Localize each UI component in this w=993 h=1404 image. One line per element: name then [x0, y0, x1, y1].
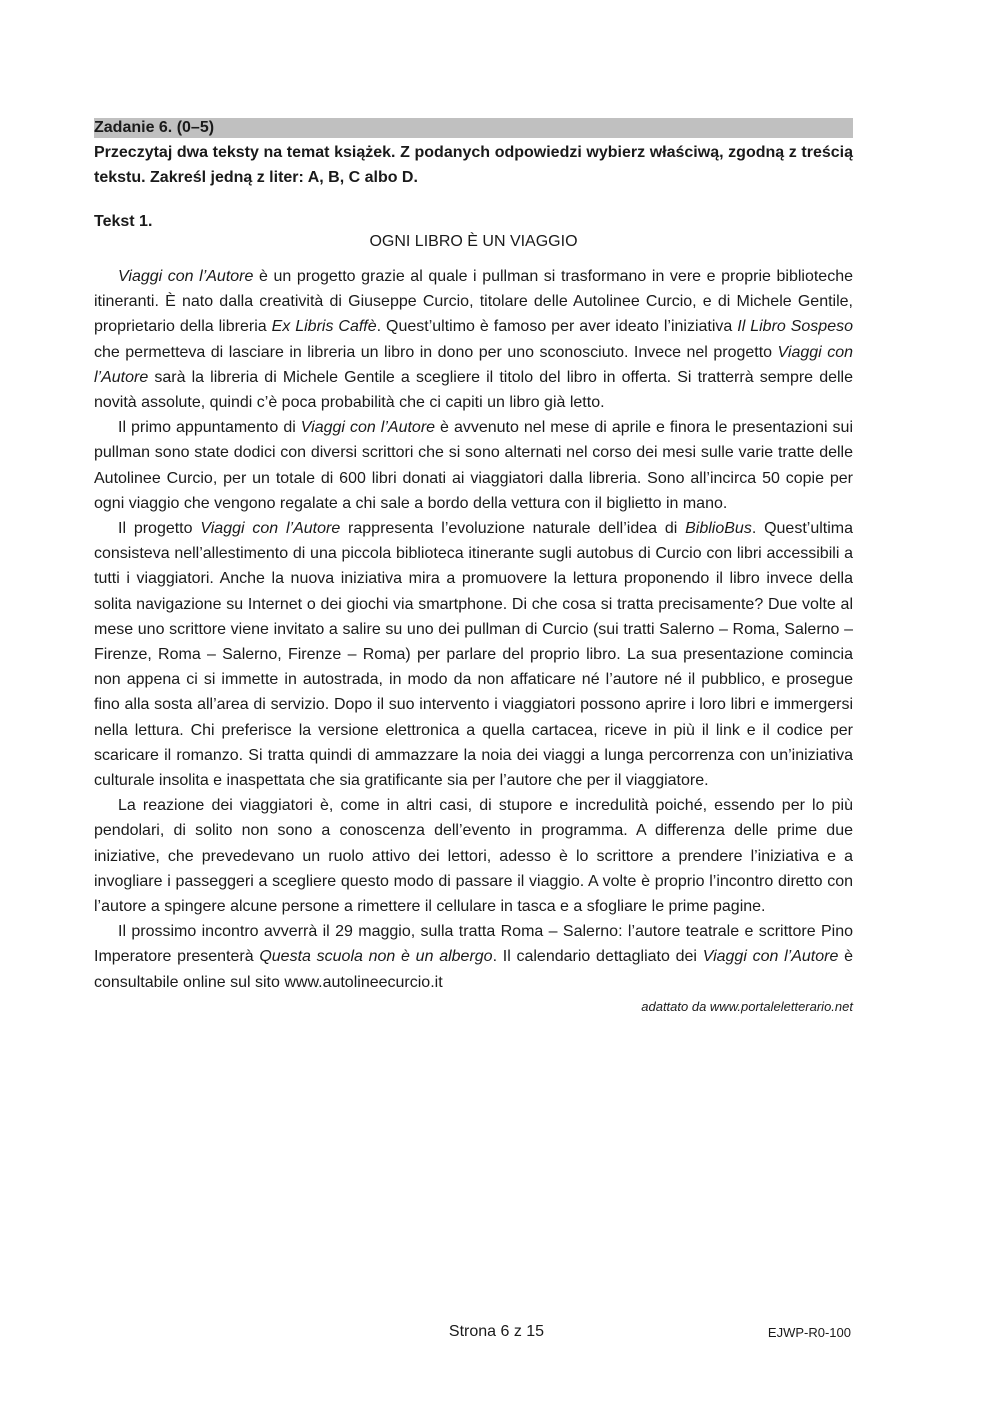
text-run: . Quest’ultima consisteva nell’allestimento di una piccola biblioteca itinerante sugli autobus di Curcio con libri accessibili a tutti i viaggiatori. Anche la nuova iniziativa mira a promuovere la lettura proponendo il libro invece della solita navigazione su Internet o dei giochi via smartphone. Di che cosa si tratta precisamente? Due volte al mese uno scrittore viene invitato a salire su uno dei pullman di Curcio (sui tratti Salerno – Roma, Salerno – Firenze, Roma – Salerno, Firenze – Roma) per parlare del proprio libro. La sua presentazione comincia non appena ci si immette in autostrada, in modo da non affaticare né l’autore né il pubblico, e prosegue fino alla sosta all’area di servizio. Dopo il suo intervento i viaggiatori possono aprire i loro libri e immergersi nella lettura. Chi preferisce la versione elettronica a quella cartacea, riceve in più il link e il codice per scaricare il romanzo. Si tratta quindi di ammazzare la noia dei viaggi a lunga percorrenza con un’iniziativa culturale insolita e inaspettata che sia gratificante sia per l’autore che per il viaggiatore. [94, 520, 854, 790]
document-code: EJWP-R0-100 [767, 1325, 851, 1340]
paragraph-3 [94, 516, 853, 793]
text-run: è un progetto grazie al quale i pullman si trasformano in vere e proprie biblioteche itineranti. È nato dalla creatività di Giuseppe Curcio, titolare delle Autolinee Curcio, e di Michele Gentile, proprietario della libreria [94, 268, 854, 336]
article-body [94, 264, 853, 995]
italic-title: Questa scuola non è un albergo [259, 948, 493, 966]
text-run: Il progetto [118, 520, 201, 538]
source-citation: adattato da www.portaleletterario.net [641, 998, 853, 1014]
text-run: La reazione dei viaggiatori è, come in altri casi, di stupore e incredulità poiché, essendo per lo più pendolari, di solito non sono a conoscenza dell’evento in programma. A differenza delle prime due iniziative, che prevedevano un ruolo attivo dei lettori, adesso è lo scrittore a prendere l’iniziativa e a invogliare i passeggeri a scegliere questo modo di passare il viaggio. A volte è proprio l’incontro diretto con l’autore a spingere alcune persone a rimettere il cellulare in tasca e a sfogliare le prime pagine. [94, 797, 853, 916]
italic-title: Ex Libris Caffè [271, 318, 377, 336]
text-run: che permetteva di lasciare in libreria un libro in dono per uno sconosciuto. Invece nel progetto [94, 343, 778, 361]
paragraph-4 [94, 793, 853, 919]
text-run: è avvenuto nel mese di aprile e finora le presentazioni sui pullman sono state dodici con diversi scrittori che si sono alternati nel corso dei mesi sulle varie tratte delle Autolinee Curcio, per un totale di 600 libri donati ai viaggiatori dalla libreria. Sono all’incirca 50 copie per ogni viaggio che vengono regalate a chi sale a bordo della vettura con il biglietto in mano. [94, 419, 854, 512]
text-label: Tekst 1. [94, 213, 153, 230]
italic-title: Viaggi con l’Autore [118, 268, 254, 285]
text-run: Il primo appuntamento di [118, 419, 301, 437]
italic-title: BiblioBus [685, 520, 752, 538]
paragraph-5 [94, 919, 853, 995]
page-number: Strona 6 z 15 [448, 1323, 545, 1340]
text-title: OGNI LIBRO È UN VIAGGIO [369, 233, 578, 250]
italic-title: Viaggi con l’Autore [200, 520, 341, 538]
text-run: è consultabile online sul sito www.autolineecurcio.it [94, 948, 854, 991]
text-run: rappresenta l’evoluzione naturale dell’idea di [340, 520, 686, 538]
italic-title: Il Libro Sospeso [737, 318, 854, 336]
italic-title: Viaggi con l’Autore [702, 948, 839, 966]
text-run: . Quest’ultimo è famoso per aver ideato l’iniziativa [376, 318, 738, 336]
italic-title: Viaggi con l’Autore [94, 343, 853, 386]
paragraph-2 [94, 415, 853, 516]
text-run: . Il calendario dettagliato dei [492, 948, 703, 966]
paragraph-1 [94, 264, 853, 415]
page-content [94, 118, 853, 1016]
italic-title: Viaggi con l’Autore [300, 419, 436, 437]
task-instruction: Przeczytaj dwa teksty na temat książek. Z podanych odpowiedzi wybierz właściwą, zgodną z treścią tekstu. Zakreśl jedną z liter: A, B, C albo D. [94, 144, 853, 186]
text-run: sarà la libreria di Michele Gentile a scegliere il titolo del libro in offerta. Si tratterrà sempre delle novità assolute, quindi c’è poca probabilità che ci capiti un libro già letto. [94, 368, 853, 412]
task-header: Zadanie 6. (0–5) [94, 118, 853, 138]
text-run: Il prossimo incontro avverrà il 29 maggio, sulla tratta Roma – Salerno: l’autore teatrale e scrittore Pino Imperatore presenterà [94, 923, 853, 966]
